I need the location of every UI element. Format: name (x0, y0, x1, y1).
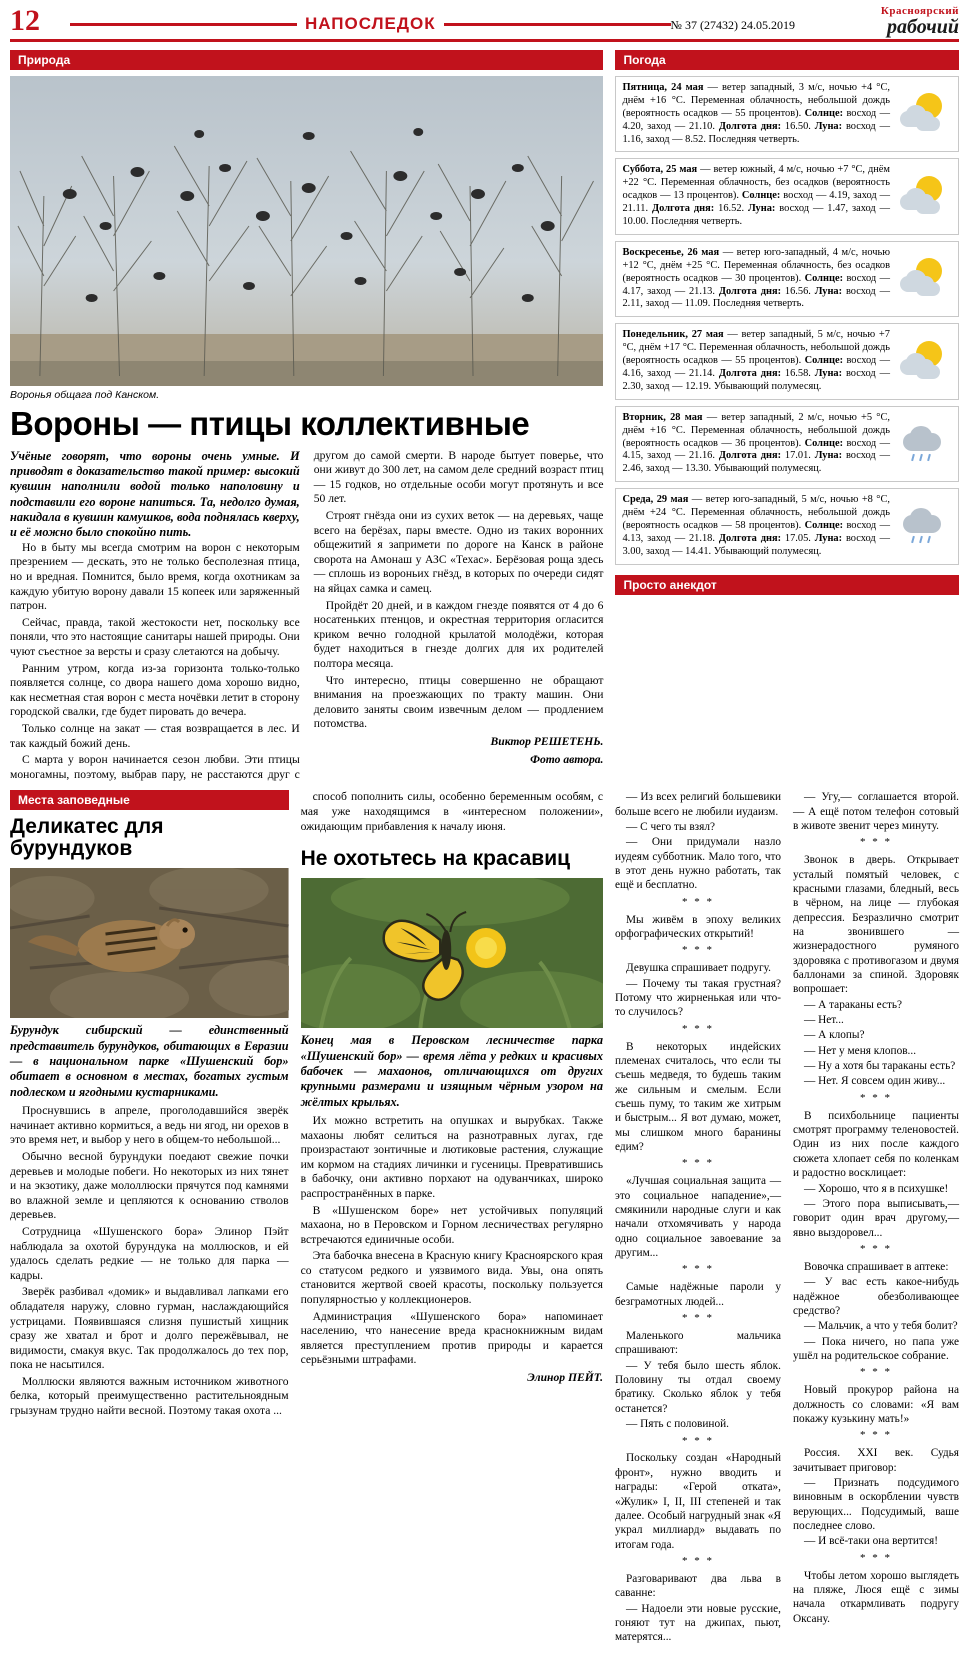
paragraph: Но в быту мы всегда смотрим на ворон с некоторым презрением — дескать, это не только бесполезная птица, но и вредная. Помнится, было время, когда охотникам за каждую убитую ворону давали 15 копеек или заряженный патрон. (10, 540, 300, 613)
daylength-label: Долгота дня: (651, 203, 715, 215)
joke-line: — Этого пора выписывать,— говорит один врач другому,— явно выздоровел... (793, 1197, 959, 1239)
joke-divider: * * * (682, 1157, 714, 1170)
bottom-columns (10, 790, 959, 1645)
chipmunk-article (10, 790, 289, 1645)
paragraph: Только солнце на закат — стая возвращается в лес. И так каждый божий день. (10, 721, 300, 750)
joke-line: — Признать подсудимого виновным в оскорблении чувств верующих... Подсудимый, ваше последнее слово. (793, 1476, 959, 1532)
masthead-section-title: НАПОСЛЕДОК (304, 14, 436, 33)
logo-line-2: рабочий (887, 16, 959, 38)
joke-line: — Угу,— соглашается второй.— А ещё потом телефон сотовый в животе звенит через минуту. (793, 791, 959, 832)
chipmunk-headline: Деликатес для бурундуков (10, 815, 164, 861)
joke-line: Новый прокурор района на должность со словами: «Я вам покажу кузькину мать!» (793, 1384, 959, 1425)
daylength-label: Долгота дня: (718, 450, 782, 462)
paragraph: Администрация «Шушенского бора» напоминает населению, что нанесение вреда краснокнижным видам является преступлением против природы и карается серьёзными штрафами. (300, 1309, 603, 1367)
joke-line: — Нет. Я совсем один живу... (804, 1075, 946, 1088)
weather-day-card (615, 323, 959, 399)
joke-line: Вовочка спрашивает в аптеке: (804, 1260, 949, 1273)
joke-divider: * * * (682, 895, 714, 908)
weather-day-name: Воскресенье, 26 мая (622, 246, 720, 258)
daylength-value: 17.01. (781, 450, 815, 462)
moon-times: восход — 3.00, заход — 14.41. Убывающий полумесяц. (622, 532, 890, 557)
article-headline: Вороны — птицы коллективные (10, 405, 530, 442)
weather-desc: — ветер южный, 4 м/с, ночью +7 °С, днём +22 °С. Переменная облачность, без осадков (вероятность осадков — 13 процентов). (622, 164, 890, 202)
paragraph: Сотрудница «Шушенского бора» Элинор Пэйт наблюдала за охотой бурундука на моллюсков, и ей удалось сделать редкие — не только для парка — кадры. (10, 1224, 289, 1282)
joke-divider: * * * (682, 1022, 714, 1035)
daylength-value: 16.50. (781, 120, 815, 132)
chipmunk-photo (10, 868, 289, 1018)
masthead-center (70, 6, 671, 34)
jokes-column-1 (615, 790, 781, 1645)
joke-line: Россия. XXI век. Судья зачитывает приговор: (793, 1447, 959, 1474)
sun-label: Солнце: (741, 190, 781, 202)
joke-line: Маленького мальчика спрашивают: (615, 1330, 781, 1357)
sun-label: Солнце: (804, 437, 844, 449)
moon-label: Луна: (814, 368, 843, 380)
weather-day-name: Суббота, 25 мая (622, 164, 698, 176)
article-lead: Учёные говорят, что вороны очень умные. И приводят в доказательство такой пример: высокий кувшин наполнили водой только наполовину и подставили его вороне напиться. Та, недолго думая, накидала в кувшин камушков, вода поднялась кверху, и её можно было спокойно пить. (10, 448, 300, 540)
masthead-rule-left (70, 23, 297, 26)
joke-divider: * * * (860, 1091, 892, 1104)
chipmunk-lead: Бурундук сибирский — единственный представитель бурундуков, обитающих в Евразии — в национальном парке «Шушенский бор» обитает в основном в местах, богатых густым подлеском и ягодными кустарниками. (10, 1023, 289, 1099)
weather-desc: — ветер юго-западный, 5 м/с, ночью +8 °С, днём +24 °С. Переменная облачность, небольшой дождь (вероятность осадков — 58 процентов). (622, 494, 890, 532)
daylength-label: Долгота дня: (718, 285, 782, 297)
joke-line: «Лучшая социальная защита — это социальное нападение»,— смякинили народные слуги и как начали отхомячивать у народа одно социальное завоевание за другим... (615, 1175, 781, 1260)
weather-icon-sun-cloud (896, 247, 952, 311)
weather-day-card (615, 406, 959, 482)
joke-line: Звонок в дверь. Открывает усталый помятый человек, с красными глазами, бледный, весь в чёрном, на лице — глубокая депрессия. Безразлично смотрит на звонившего — жизнерадостного румяного здоровяка с противогазом и двумя баллонами за спиной. Здоровяк вопрошает: (793, 854, 959, 996)
joke-divider: * * * (860, 836, 892, 849)
joke-line: Девушка спрашивает подругу. (626, 962, 771, 975)
joke-line: — Нет у меня клопов... (804, 1044, 917, 1057)
moon-label: Луна: (814, 285, 843, 297)
top-columns (10, 50, 959, 782)
joke-divider: * * * (682, 1434, 714, 1447)
weather-desc: — ветер западный, 3 м/с, ночью +4 °С, днём +16 °С. Переменная облачность, небольшой дождь (вероятность осадков — 55 процентов). (622, 82, 890, 119)
weather-desc: — ветер западный, 5 м/с, ночью +7 °С, днём +17 °С. Переменная облачность, небольшой дождь (вероятность осадков — 55 процентов). (622, 329, 890, 367)
weather-day-card (615, 488, 959, 564)
crows-photo (10, 76, 603, 386)
daylength-value: 16.56. (781, 285, 815, 297)
sun-label: Солнце: (804, 272, 844, 284)
joke-divider: * * * (860, 1429, 892, 1442)
paragraph: С марта у ворон начинается сезон любви. Эти птицы моногамны, поэтому, выбрав пару, не расстаются друг с другом до самой смерти. В народе бытует поверье, что они живут до 300 лет, на самом деле средний возраст птиц — 15 годков, но отдельные особи могут протянуть и все 50 лет. (10, 448, 604, 781)
joke-line: — С чего ты взял? (626, 821, 715, 833)
paragraph: Моллюски являются важным источником животного белка, который преимущественно растительноядным грызунам трудно найти весной. Поэтому такая охота ... (10, 1374, 289, 1418)
joke-line: В психбольнице пациенты смотрят программу теленовостей. Один из них после каждого сюжета хлопает себя по коленкам и радостно восклицает: (793, 1109, 959, 1180)
sun-times: восход — 4.19, заход — 21.11. (622, 190, 890, 215)
paragraph: Их можно встретить на опушках и вырубках. Также махаоны любят селиться на разнотравных лугах, где произрастают зонтичные и лютиковые растения, служащие им кормом на стадиях личинки и гусеницы. Превратившись в бабочку, они активно порхают на одуванчиках, широко распространённых в парке. (300, 1113, 603, 1200)
joke-line: — А клопы? (804, 1029, 865, 1042)
paragraph: Обычно весной бурундуки поедают свежие почки деревьев и молодые побеги. Но некоторых из них тянет и на экзотику, даже мололлюски прячутся под камнями во влажной земле и цепляются к основанию стволов деревьев. (10, 1149, 289, 1222)
daylength-label: Долгота дня: (718, 368, 782, 380)
joke-line: Разговаривают два льва в саванне: (615, 1572, 781, 1600)
sun-times: восход — 4.15, заход — 21.16. (622, 437, 890, 462)
butterfly-author: Элинор ПЕЙТ. (527, 1371, 603, 1385)
weather-day-name: Понедельник, 27 мая (622, 329, 724, 341)
butterfly-body (301, 1114, 603, 1386)
weather-day-name: Пятница, 24 мая (622, 82, 704, 93)
chipmunk-continuation (301, 790, 603, 834)
moon-times: восход — 2.11, заход — 11.09. Последняя четверть. (622, 285, 890, 310)
nature-article (10, 50, 603, 782)
photo-caption: Воронья общага под Канском. (10, 389, 160, 401)
masthead-rule-right (444, 23, 671, 26)
weather-icon-sun-cloud (896, 82, 952, 146)
weather-icon-sun-cloud (896, 164, 952, 228)
paragraph: Эта бабочка внесена в Красную книгу Красноярского края со статусом редкого и уязвимого вида. Увы, она опять становится жертвой своей красоты, поскольку пользуется популярностью у коллекционеров. (300, 1249, 603, 1307)
joke-line: — Из всех религий большевики больше всего не любили иудаизм. (615, 791, 781, 818)
moon-label: Луна: (814, 450, 843, 462)
joke-line: — Мальчик, а что у тебя болит? (804, 1320, 958, 1333)
sun-label: Солнце: (804, 355, 844, 367)
joke-line: — Надоели эти новые русские, гоняют тут на джипах, пьют, матерятся... (615, 1602, 781, 1644)
paragraph: Проснувшись в апреле, проголодавшийся зверёк начинает активно кормиться, а ведь ни ягод, ни орехов в это время нет, и выбор у него в общем-то небольшой... (10, 1104, 289, 1147)
moon-times: восход — 2.30, заход — 12.19. Убывающий полумесяц. (622, 368, 890, 392)
weather-day-card (615, 158, 959, 234)
moon-label: Луна: (814, 532, 843, 544)
joke-line: — Они придумали назло иудеям субботник. Мало того, что в этот день нужно работать, так ещё и бесплатно. (615, 836, 781, 892)
section-bar-jokes: Просто анекдот (615, 575, 959, 595)
joke-divider: * * * (860, 1366, 892, 1379)
butterfly-article (301, 790, 603, 1645)
paragraph: Пройдёт 20 дней, и в каждом гнезде появятся от 4 до 6 носатеньких птенцов, и окрестная территория огласится криком вечно голодной крылатой молодёжи, которая будет находиться в гнезде долгих для их родителей полтора месяца. (313, 598, 604, 670)
daylength-value: 17.05. (781, 532, 815, 544)
jokes-section (615, 790, 959, 1645)
joke-line: — А тараканы есть? (804, 998, 903, 1011)
joke-line: — У тебя было шесть яблок. Половину ты отдал своему братику. Сколько яблок у тебя останется? (615, 1359, 781, 1415)
joke-line: В некоторых индейских племенах считалось, что если ты съешь медведя, то будешь таким же сильным и смелым. Если съешь пуму, то таким же хитрым и быстрым... Я вот думаю, может, мы слишком много баранины едим? (615, 1040, 781, 1154)
nature-body-columns (10, 449, 603, 783)
section-bar-reserved: Места заповедные (10, 790, 289, 810)
weather-day-card (615, 76, 959, 152)
sun-times: восход — 4.13, заход — 21.18. (622, 520, 890, 544)
masthead (10, 6, 959, 42)
section-bar-nature: Природа (10, 50, 603, 70)
weather-day-card (615, 241, 959, 317)
issue-info: № 37 (27432) 24.05.2019 (670, 18, 795, 32)
weather-section (615, 50, 959, 782)
sun-times: восход — 4.20, заход — 21.10. (622, 107, 890, 132)
photo-credit: Фото автора. (530, 752, 604, 766)
joke-divider: * * * (682, 1263, 714, 1276)
joke-line: Поскольку создан «Народный фронт», нужно вводить и награды: «Герой отката», «Жулик» I, II, III степеней и так далее. Особый нагрудный знак «Я украл миллиард» выдавать по итогам года. (615, 1452, 781, 1551)
daylength-label: Долгота дня: (718, 120, 782, 132)
moon-times: восход — 2.46, заход — 13.30. Убывающий полумесяц. (622, 450, 890, 475)
joke-line: Самые надёжные пароли у безграмотных людей... (615, 1281, 781, 1308)
paragraph: способ пополнить силы, особенно беременным особям, с мая уже находящимся в «интересном положении», ожидающим прибавления к началу июня. (300, 790, 603, 833)
moon-label: Луна: (748, 203, 776, 215)
joke-line: Мы живём в эпоху великих орфографических открытий! (615, 913, 781, 941)
butterfly-lead: Конец мая в Перовском лесничестве парка «Шушенский бор» — время лёта у редких и красивых бабочек — махаонов, отличающихся от других крупными размерами и изящным чёрным узором на жёлтых крыльях. (300, 1033, 603, 1109)
paragraph: В «Шушенском боре» нет устойчивых популяций махаона, но в Перовском и Горном лесничествах регулярно встречаются единичные особи. (300, 1203, 603, 1246)
daylength-label: Долгота дня: (718, 532, 782, 544)
paragraph: Сейчас, правда, такой жестокости нет, поскольку все поняли, что это настоящие санитары нашей природы. Они чуют съестное за версты и сразу слетаются на добычу. (10, 615, 300, 658)
paragraph: Ранним утром, когда из-за горизонта только-только появляется солнце, со двора нашего дома хорошо видно, как несметная стая ворон с места ночёвки летит в сторону городской свалки, где будет пировать до вечера. (10, 661, 300, 719)
joke-line: — Пять с половиной. (626, 1418, 730, 1431)
joke-divider: * * * (682, 944, 714, 957)
paragraph: Что интересно, птицы совершенно не обращают внимания на проезжающих по тракту машин. Они деловито заняты своим извечным делом — продлением потомства. (313, 673, 604, 731)
paragraph: Зверёк разбивал «домик» и выдавливал лапками его обладателя наружу, словно гурман, наслаждающийся устрицами. Появившаяся слизня пушистый хищник сразу же хватал и брот и долго пережёвывал, не видимости, смакуя вкус. Так продолжалось до тех пор, пока не насытился. (10, 1285, 289, 1372)
weather-icon-sun-cloud (896, 329, 952, 393)
weather-desc: — ветер юго-западный, 4 м/с, ночью +12 °С, днём +25 °С. Переменная облачность, без осадков (вероятность осадков — 30 процентов). (622, 246, 890, 284)
joke-divider: * * * (682, 1312, 714, 1325)
daylength-value: 16.52. (714, 203, 749, 215)
moon-times: восход — 1.16, заход — 8.52. Последняя четверть. (622, 120, 890, 145)
joke-line: Чтобы летом хорошо выглядеть на пляже, Люся ещё с зимы начала откармливать подругу Оксану. (793, 1569, 959, 1625)
page-number: 12 (10, 4, 40, 37)
joke-line: — Пока ничего, но папа уже ушёл на родительское собрание. (793, 1335, 959, 1362)
jokes-column-2 (793, 790, 959, 1645)
joke-line: — Ну а хотя бы тараканы есть? (804, 1060, 956, 1073)
paragraph: Строят гнёзда они из сухих веток — на деревьях, чаще всего на берёзах, пары вместе. Одно из таких воронних общежитий я запримети по дороге на Канск в районе сворота на Амонаш у АЗС «Техас». Берёзовая роща здесь — сплошь из вороньих гнёзд, в которых по очереди сидят на яйцах самка и самец. (313, 509, 604, 595)
sun-label: Солнце: (804, 107, 844, 119)
joke-line: — Почему ты такая грустная? Потому что жирненькая или что-то случилось? (615, 977, 781, 1019)
weather-icon-cloud-rain (896, 412, 952, 476)
joke-line: — У вас есть какое-нибудь надёжное обезболивающее средство? (793, 1276, 959, 1317)
moon-label: Луна: (814, 120, 843, 132)
weather-icon-cloud-rain (896, 494, 952, 558)
butterfly-headline: Не охотьтесь на красавиц (300, 847, 571, 871)
joke-line: — Нет... (804, 1014, 844, 1027)
logo-line-1: Красноярский (880, 5, 959, 17)
moon-times: восход — 1.47, заход — 10.00. Последняя четверть. (622, 203, 890, 228)
joke-divider: * * * (860, 1242, 892, 1255)
weather-desc: — ветер западный, 2 м/с, ночью +5 °С, днём +16 °С. Переменная облачность, небольшой дождь (вероятность осадков — 36 процентов). (622, 411, 890, 449)
article-author: Виктор РЕШЕТЕНЬ. (490, 734, 604, 748)
sun-label: Солнце: (804, 520, 844, 532)
joke-divider: * * * (682, 1554, 714, 1567)
daylength-value: 16.58. (781, 368, 815, 380)
joke-line: — Хорошо, что я в психушке! (804, 1182, 949, 1195)
weather-day-name: Вторник, 28 мая (622, 411, 703, 423)
weather-day-name: Среда, 29 мая (622, 494, 689, 506)
jokes-columns (615, 790, 959, 1645)
butterfly-photo (301, 878, 603, 1028)
section-bar-weather: Погода (615, 50, 959, 70)
joke-line: — И всё-таки она вертится! (804, 1535, 938, 1548)
chipmunk-body (10, 1104, 289, 1418)
sun-times: восход — 4.17, заход — 21.13. (622, 272, 890, 297)
joke-divider: * * * (860, 1551, 892, 1564)
newspaper-logo (809, 6, 959, 37)
sun-times: восход — 4.16, заход — 21.14. (622, 355, 890, 380)
